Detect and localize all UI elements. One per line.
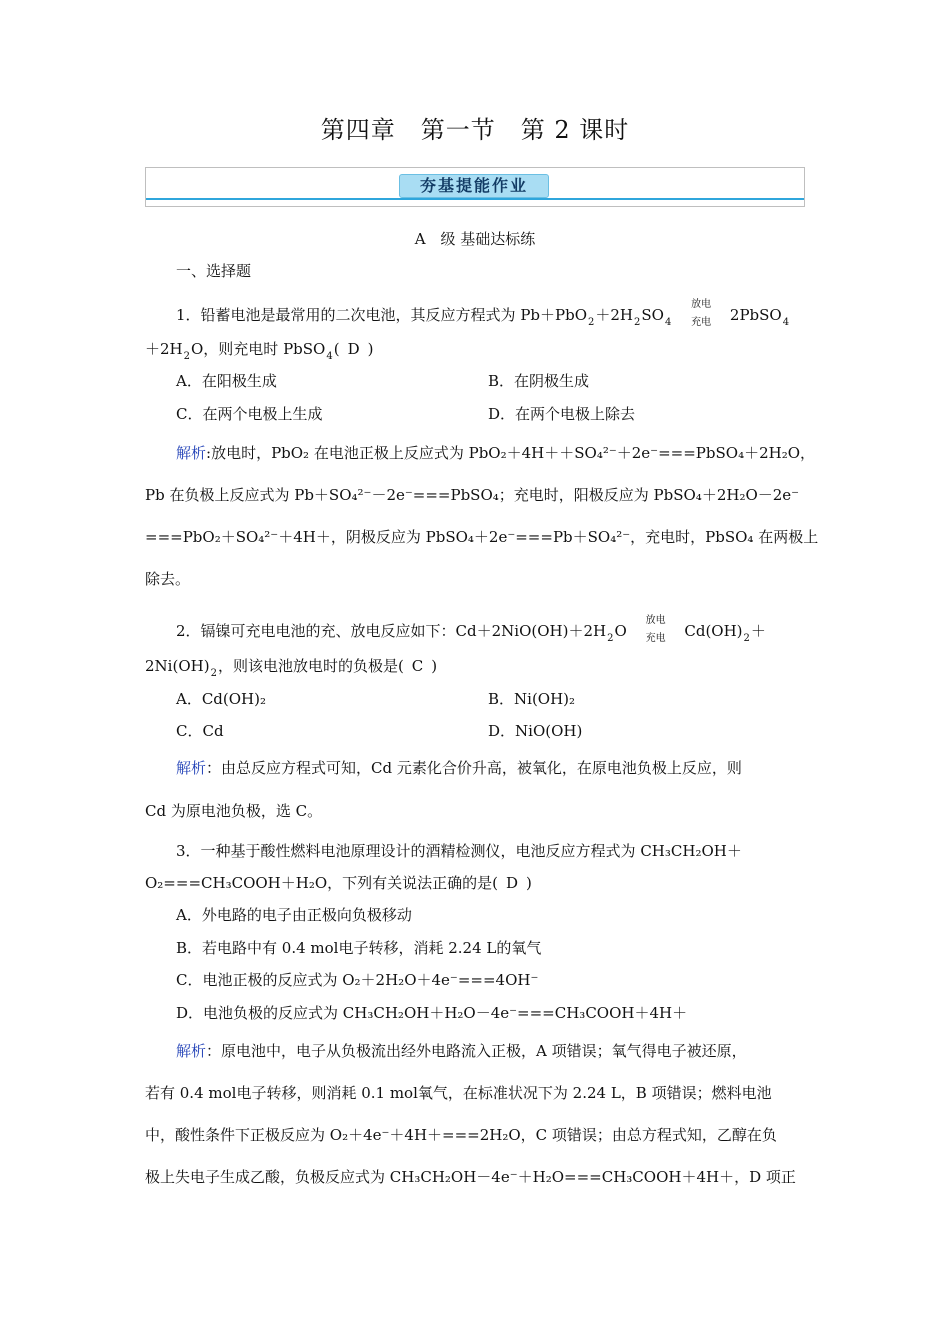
part-heading: 一、选择题 <box>176 262 252 280</box>
option-c: C．Cd <box>176 722 224 740</box>
banner-rule <box>146 198 804 200</box>
analysis-line: 中，酸性条件下正极反应为 O₂＋4e⁻＋4H＋===2H₂O，C 项错误；由总方程式知，乙醇在负 <box>145 1126 777 1144</box>
analysis-line: 解析:放电时，PbO₂ 在电池正极上反应式为 PbO₂＋4H＋＋SO₄²⁻＋2e⁻===PbSO₄＋2H₂O， <box>176 444 816 462</box>
analysis-line: 解析：由总反应方程式可知，Cd 元素化合价升高，被氧化，在原电池负极上反应，则 <box>176 759 742 777</box>
option-b: B．在阴极生成 <box>488 372 590 390</box>
page-title: 第四章 第一节 第 2 课时 <box>320 116 630 144</box>
question-2-stem-cont: $2Ni(OH)_2$，则该电池放电时的负极是( C ) <box>145 657 438 679</box>
answer: C <box>411 657 424 675</box>
analysis-label: 解析 <box>176 1042 207 1060</box>
analysis-label: 解析 <box>176 444 207 462</box>
question-3-stem-cont: O₂===CH₃COOH＋H₂O，下列有关说法正确的是( D ) <box>145 874 532 892</box>
question-1-stem-cont: $+2H_2O$，则充电时 PbSO$_4$( D ) <box>145 340 374 362</box>
option-a: A．在阳极生成 <box>176 372 277 390</box>
option-d: D．电池负极的反应式为 CH₃CH₂OH＋H₂O－4e⁻===CH₃COOH＋4H＋ <box>176 1004 688 1022</box>
answer: D <box>506 874 519 892</box>
option-c: C．在两个电极上生成 <box>176 405 323 423</box>
analysis-line: Pb 在负极上反应式为 Pb＋SO₄²⁻－2e⁻===PbSO₄；充电时，阳极反应为 PbSO₄＋2H₂O－2e⁻ <box>145 486 800 504</box>
question-1-stem: 1．铅蓄电池是最常用的二次电池，其反应方程式为 $Pb+PbO_2+2H_2SO_4$ 放电 充电 2PbSO$_4$ <box>176 298 790 334</box>
analysis-line: 若有 0.4 mol电子转移，则消耗 0.1 mol氧气，在标准状况下为 2.24 L，B 项错误；燃料电池 <box>145 1084 772 1102</box>
option-d: D．在两个电极上除去 <box>488 405 636 423</box>
option-a: A．外电路的电子由正极向负极移动 <box>176 906 412 924</box>
answer: D <box>347 340 360 358</box>
option-d: D．NiO(OH) <box>488 722 583 740</box>
reaction-arrow: 放电 充电 <box>645 615 666 644</box>
banner-label: 夯基提能作业 <box>399 174 549 198</box>
question-2-stem: 2．镉镍可充电电池的充、放电反应如下：$Cd+2NiO(OH)+2H_2O$ 放电 充电 $Cd(OH)_2+$ <box>176 614 766 650</box>
section-heading: A 级 基础达标练 <box>414 230 536 248</box>
analysis-line: ===PbO₂＋SO₄²⁻＋4H＋，阴极反应为 PbSO₄＋2e⁻===Pb＋SO₄²⁻，充电时，PbSO₄ 在两极上 <box>145 528 819 546</box>
analysis-label: 解析 <box>176 759 207 777</box>
homework-banner <box>145 167 805 207</box>
option-c: C．电池正极的反应式为 O₂＋2H₂O＋4e⁻===4OH⁻ <box>176 971 539 989</box>
question-3-stem: 3．一种基于酸性燃料电池原理设计的酒精检测仪，电池反应方程式为 CH₃CH₂OH＋ <box>176 842 742 860</box>
option-b: B．Ni(OH)₂ <box>488 690 576 708</box>
analysis-line: Cd 为原电池负极，选 C。 <box>145 802 323 820</box>
analysis-line: 解析：原电池中，电子从负极流出经外电路流入正极，A 项错误；氧气得电子被还原， <box>176 1042 747 1060</box>
analysis-line: 除去。 <box>145 570 191 588</box>
option-b: B．若电路中有 0.4 mol电子转移，消耗 2.24 L的氧气 <box>176 939 542 957</box>
analysis-line: 极上失电子生成乙酸，负极反应式为 CH₃CH₂OH－4e⁻＋H₂O===CH₃COOH＋4H＋，D 项正 <box>145 1168 796 1186</box>
reaction-arrow: 放电 充电 <box>691 299 712 328</box>
option-a: A．Cd(OH)₂ <box>176 690 267 708</box>
